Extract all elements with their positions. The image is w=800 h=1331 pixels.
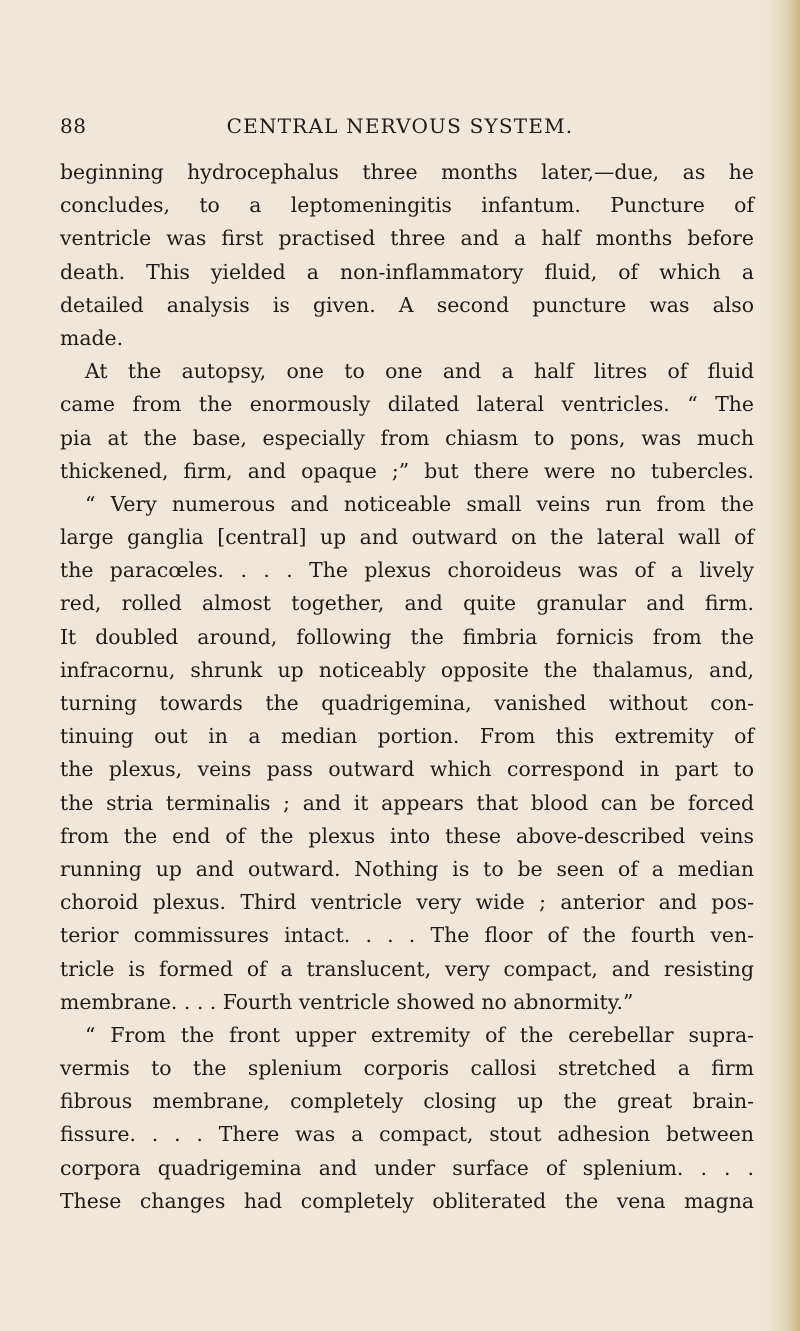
text-line: made.: [60, 325, 124, 350]
body-text: [60, 156, 754, 1218]
text-line: choroid plexus. Third ventricle very wide ; anterior and pos-: [60, 890, 754, 915]
text-line: thickened, firm, and opaque ;” but there were no tubercles.: [60, 458, 754, 483]
text-line: corpora quadrigemina and under surface of splenium. . . .: [60, 1155, 754, 1180]
text-line: the stria terminalis ; and it appears that blood can be forced: [60, 790, 754, 815]
text-line: It doubled around, following the fimbria fornicis from the: [60, 624, 754, 649]
text-line: tricle is formed of a translucent, very compact, and resisting: [60, 956, 754, 981]
text-line: turning towards the quadrigemina, vanished without con-: [60, 691, 754, 715]
text-line: “ Very numerous and noticeable small veins run from the: [85, 491, 754, 516]
text-line: concludes, to a leptomeningitis infantum. Puncture of: [60, 193, 754, 218]
text-line: the paracœles. . . . The plexus choroideus was of a lively: [60, 558, 754, 583]
page-number: 88: [60, 114, 87, 138]
text-line: large ganglia [central] up and outward on the lateral wall of: [60, 525, 754, 550]
text-line: ventricle was first practised three and a half months before: [60, 226, 754, 251]
running-head: CENTRAL NERVOUS SYSTEM.: [226, 114, 574, 138]
text-line: vermis to the splenium corporis callosi stretched a firm: [60, 1056, 754, 1081]
text-line: fibrous membrane, completely closing up the great brain-: [60, 1089, 754, 1114]
text-line: terior commissures intact. . . . The floor of the fourth ven-: [60, 923, 754, 948]
text-line: the plexus, veins pass outward which correspond in part to: [60, 757, 754, 782]
text-line: These changes had completely obliterated the vena magna: [60, 1188, 754, 1213]
text-line: At the autopsy, one to one and a half litres of fluid: [85, 359, 754, 384]
text-line: death. This yielded a non-inflammatory fluid, of which a: [60, 259, 754, 284]
text-line: membrane. . . . Fourth ventricle showed no abnormity.”: [60, 989, 634, 1014]
page-edge-shadow: [766, 0, 800, 1331]
text-line: red, rolled almost together, and quite granular and firm.: [60, 591, 754, 616]
text-line: pia at the base, especially from chiasm to pons, was much: [60, 425, 754, 450]
text-line: running up and outward. Nothing is to be seen of a median: [60, 856, 754, 881]
text-line: tinuing out in a median portion. From this extremity of: [60, 724, 754, 749]
text-line: infracornu, shrunk up noticeably opposite the thalamus, and,: [60, 657, 754, 682]
text-line: fissure. . . . There was a compact, stout adhesion between: [60, 1122, 754, 1147]
text-line: detailed analysis is given. A second puncture was also: [60, 292, 754, 317]
text-line: from the end of the plexus into these above-described veins: [60, 823, 754, 848]
text-line: beginning hydrocephalus three months later,—due, as he: [60, 160, 754, 184]
page-header: [60, 114, 740, 144]
text-line: “ From the front upper extremity of the cerebellar supra-: [85, 1022, 754, 1047]
text-line: came from the enormously dilated lateral ventricles. “ The: [60, 392, 754, 417]
